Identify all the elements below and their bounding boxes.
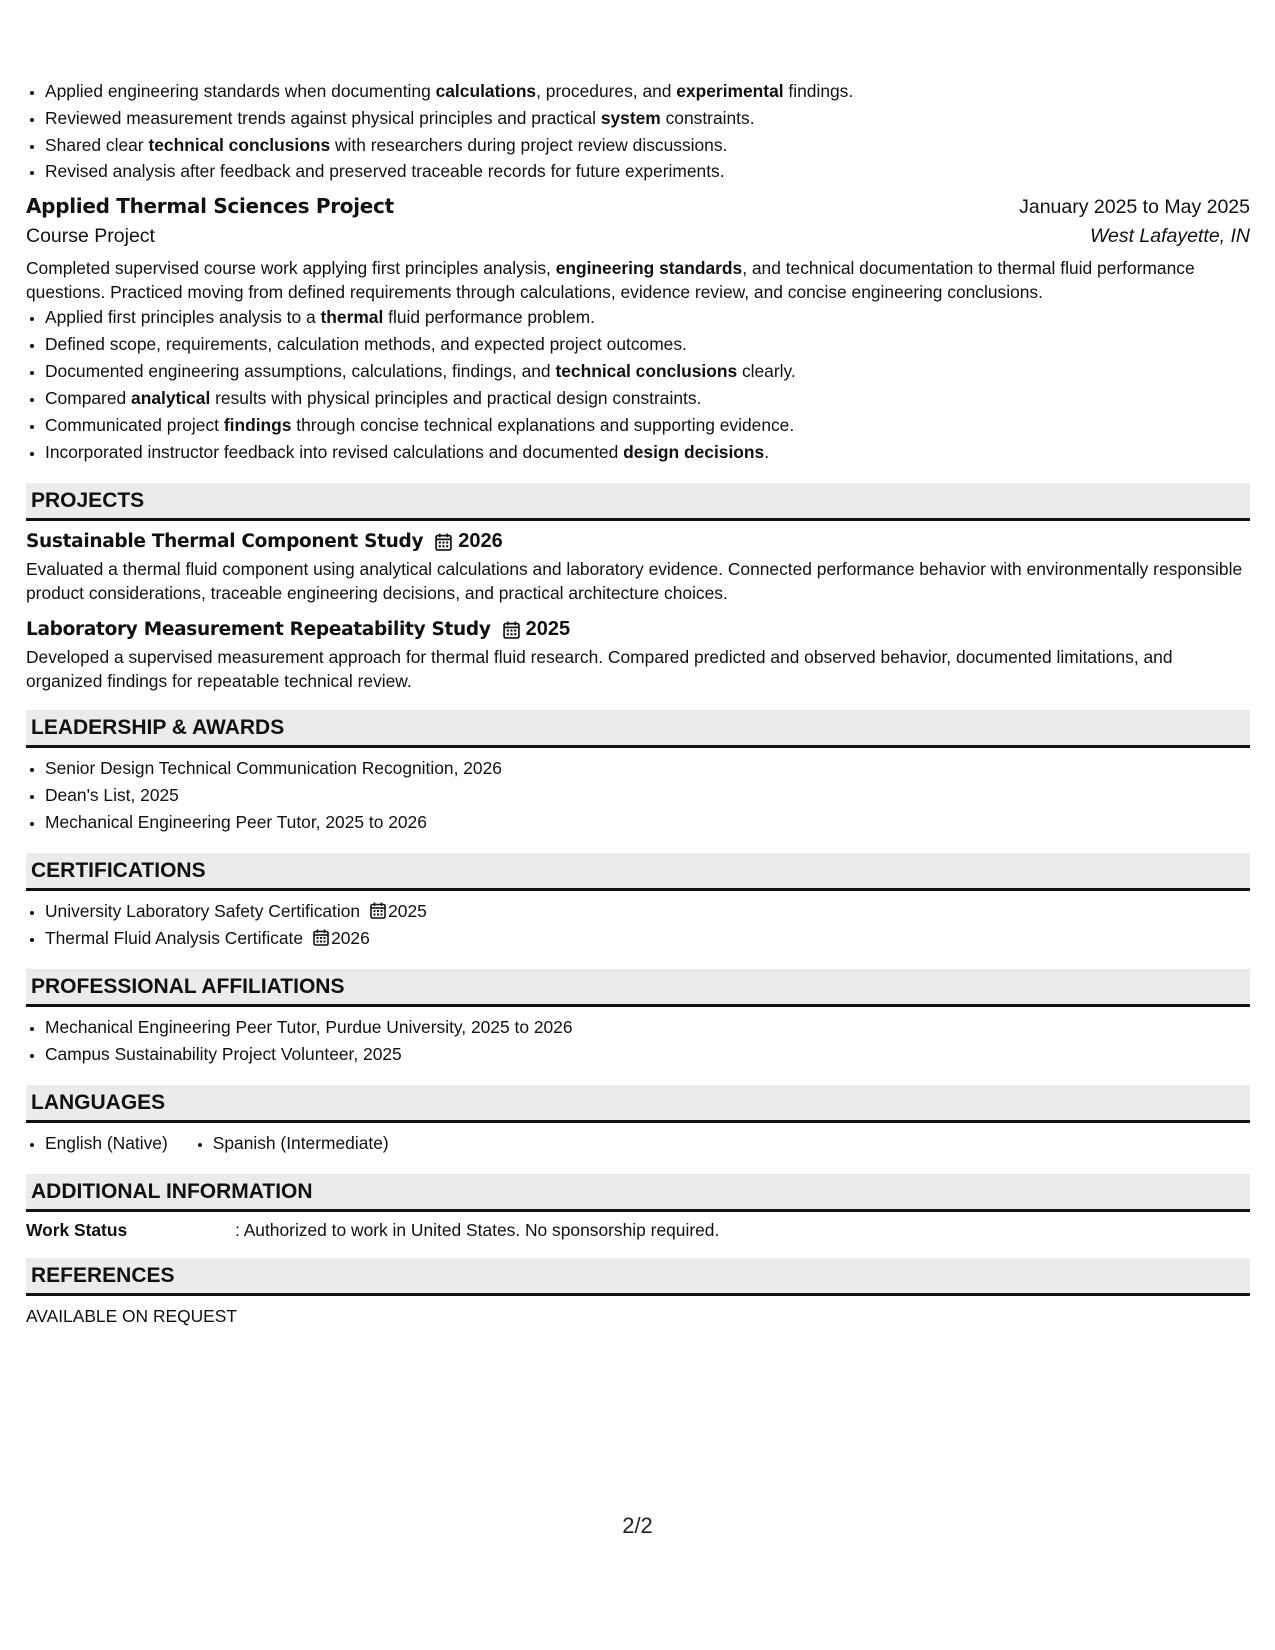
language-group xyxy=(26,1130,168,1157)
list-item: • Spanish (Intermediate) xyxy=(213,1130,389,1157)
experience-entry-header xyxy=(26,194,1250,219)
list-item: • Dean's List, 2025 xyxy=(45,782,1250,809)
list-item xyxy=(45,132,1250,159)
list-item: • Senior Design Technical Communication Recognition, 2026 xyxy=(45,755,1250,782)
experience-title: Applied Thermal Sciences Project xyxy=(26,194,394,219)
bullet-text: constraints. xyxy=(660,107,755,128)
bullet-text: Reviewed measurement trends against physical principles and practical xyxy=(45,107,601,128)
certification-year: 2025 xyxy=(388,901,427,922)
project-description: Developed a supervised measurement approach for thermal fluid research. Compared predicted and observed behavior, documented limitations, and organized findings for repeatable technical review. xyxy=(26,647,1173,692)
page-number: 2/2 xyxy=(622,1513,653,1538)
list-item: • Campus Sustainability Project Volunteer, 2025 xyxy=(45,1041,1250,1068)
bullet-keyword: design decisions xyxy=(623,442,765,463)
list-item xyxy=(45,925,1250,952)
info-key: Work Status xyxy=(26,1220,128,1241)
section-heading-languages: LANGUAGES xyxy=(26,1085,1250,1123)
references-text: AVAILABLE ON REQUEST xyxy=(26,1306,238,1327)
bullet-text: Applied engineering standards when documenting xyxy=(45,81,436,101)
bullet-keyword: calculations xyxy=(435,81,537,101)
languages-list xyxy=(26,1130,1250,1157)
calendar-icon xyxy=(370,902,386,919)
leadership-list xyxy=(26,755,1250,836)
calendar-icon xyxy=(313,929,329,946)
project-title: Sustainable Thermal Component Study xyxy=(26,531,424,553)
bullet-text: Communicated project xyxy=(45,415,224,436)
list-item: • English (Native) xyxy=(45,1130,168,1157)
project-description: Evaluated a thermal fluid component using analytical calculations and laboratory evidence. Connected performance behavior with environmentally responsible product considerations, traceable engineering decisions, and practical architecture choices. xyxy=(26,559,1243,604)
bullet-keyword: system xyxy=(600,107,661,128)
summary-keyword: engineering standards xyxy=(555,258,743,279)
experience-bullets xyxy=(26,304,1250,466)
bullet-text: findings. xyxy=(783,81,854,101)
affiliations-list xyxy=(26,1014,1250,1068)
bullet-text: Revised analysis after feedback and preserved traceable records for future experiments. xyxy=(45,161,725,182)
bullet-text: results with physical principles and practical design constraints. xyxy=(210,388,702,409)
bullet-text: fluid performance problem. xyxy=(383,307,595,328)
list-item xyxy=(45,158,1250,185)
certification-year: 2026 xyxy=(331,928,370,949)
list-item xyxy=(45,78,1250,105)
summary-text: , and technical documentation to thermal fluid performance questions. Practiced moving from defined requirements through calculations, evidence review, and concise engineering conclusions. xyxy=(26,258,1195,303)
project-year: 2025 xyxy=(525,618,571,641)
experience-dates: January 2025 to May 2025 xyxy=(1019,196,1250,219)
section-heading-affiliations: PROFESSIONAL AFFILIATIONS xyxy=(26,969,1250,1007)
bullet-text: Applied first principles analysis to a xyxy=(45,307,321,328)
info-value: : Authorized to work in United States. No sponsorship required. xyxy=(235,1220,720,1241)
experience-role: Course Project xyxy=(26,225,155,248)
bullet-keyword: experimental xyxy=(676,81,784,101)
list-item xyxy=(45,898,1250,925)
bullet-keyword: findings xyxy=(223,415,292,436)
list-item xyxy=(45,304,1250,331)
bullet-keyword: technical conclusions xyxy=(555,361,738,382)
bullet-text: Defined scope, requirements, calculation methods, and expected project outcomes. xyxy=(45,334,687,355)
language-group xyxy=(194,1130,389,1157)
list-item xyxy=(45,358,1250,385)
bullet-text: Incorporated instructor feedback into revised calculations and documented xyxy=(45,442,624,463)
bullet-text: Documented engineering assumptions, calculations, findings, and xyxy=(45,361,556,382)
bullet-keyword: thermal xyxy=(320,307,384,328)
resume-page xyxy=(26,78,1250,1327)
list-item xyxy=(45,105,1250,132)
section-heading-certifications: CERTIFICATIONS xyxy=(26,853,1250,891)
list-item xyxy=(45,412,1250,439)
bullet-text: clearly. xyxy=(737,361,796,382)
additional-info-row xyxy=(26,1220,1250,1241)
list-item: • Mechanical Engineering Peer Tutor, 2025 to 2026 xyxy=(45,809,1250,836)
experience-bullets-continued xyxy=(26,78,1250,185)
project-year: 2026 xyxy=(458,530,503,553)
project-header xyxy=(26,618,1250,641)
summary-text: Completed supervised course work applying first principles analysis, xyxy=(26,258,556,279)
bullet-text: through concise technical explanations and supporting evidence. xyxy=(291,415,795,436)
certification-name: Thermal Fluid Analysis Certificate xyxy=(45,928,304,949)
experience-entry-subheader xyxy=(26,225,1250,248)
project-header xyxy=(26,530,1250,553)
section-heading-leadership: LEADERSHIP & AWARDS xyxy=(26,710,1250,748)
list-item xyxy=(45,331,1250,358)
bullet-text: , procedures, and xyxy=(536,81,677,101)
section-heading-additional: ADDITIONAL INFORMATION xyxy=(26,1174,1250,1212)
section-heading-references: REFERENCES xyxy=(26,1258,1250,1296)
list-item xyxy=(45,385,1250,412)
bullet-text: Compared xyxy=(45,388,132,409)
experience-location: West Lafayette, IN xyxy=(1089,225,1250,248)
calendar-icon xyxy=(503,621,520,639)
certifications-list xyxy=(26,898,1250,952)
experience-summary xyxy=(26,256,1250,304)
certification-name: University Laboratory Safety Certification xyxy=(45,901,361,922)
calendar-icon xyxy=(435,533,452,551)
bullet-text: with researchers during project review discussions. xyxy=(330,134,728,155)
bullet-text: Shared clear xyxy=(45,134,149,155)
list-item: • Mechanical Engineering Peer Tutor, Purdue University, 2025 to 2026 xyxy=(45,1014,1250,1041)
section-heading-projects: PROJECTS xyxy=(26,483,1250,521)
project-title: Laboratory Measurement Repeatability Study xyxy=(26,619,491,641)
bullet-keyword: technical conclusions xyxy=(148,134,331,155)
list-item xyxy=(45,439,1250,466)
bullet-text: . xyxy=(764,442,770,463)
bullet-keyword: analytical xyxy=(131,388,211,409)
